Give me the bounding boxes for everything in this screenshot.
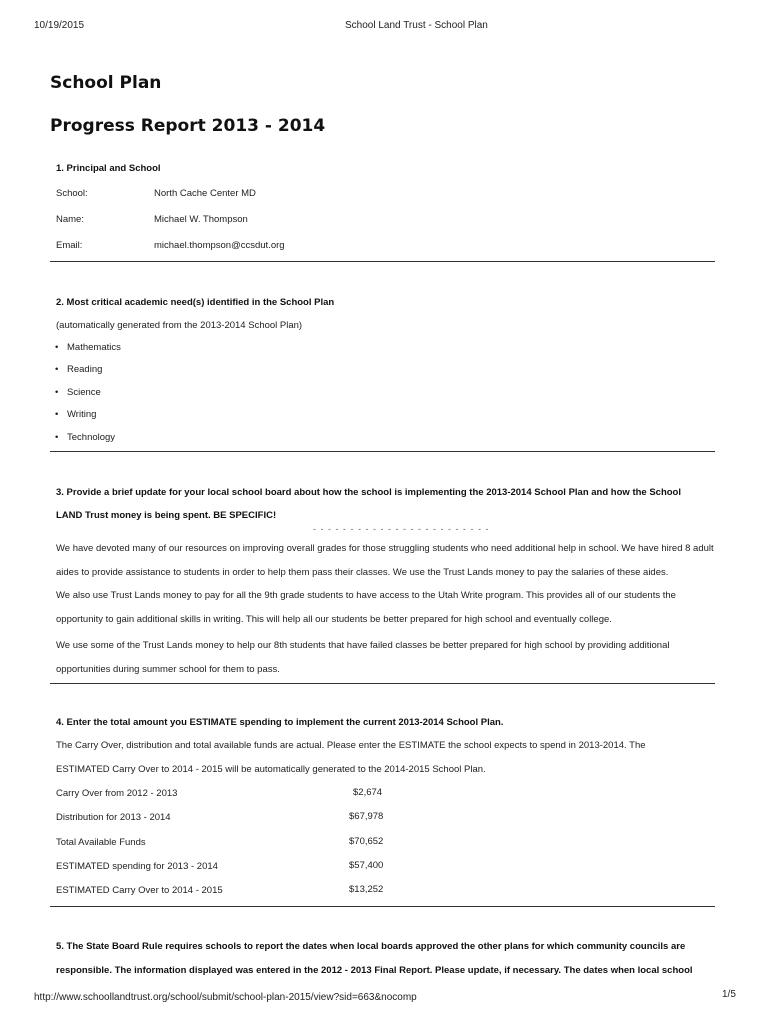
update-line: We use some of the Trust Lands money to help our 8th students that have failed classes be better prepared for high school by providing additional [56, 640, 670, 651]
update-line: aides to provide assistance to students in order to help them pass their classes. We use the Trust Lands money to pay the salaries of these aides. [56, 567, 669, 578]
bullet-icon: • [55, 364, 59, 375]
budget-row-value: $67,978 [349, 811, 384, 822]
budget-row-label: Carry Over from 2012 - 2013 [56, 788, 178, 799]
budget-row-value: $2,674 [353, 787, 383, 798]
section-2-heading: 2. Most critical academic need(s) identified in the School Plan [56, 297, 335, 308]
school-label: School: [56, 188, 88, 199]
email-label: Email: [56, 240, 83, 251]
email-value: michael.thompson@ccsdut.org [154, 240, 285, 251]
section-3-heading-line-1: 3. Provide a brief update for your local school board about how the school is implementing the 2013-2014 School Plan and how the School [56, 487, 681, 498]
need-item: Science [67, 387, 101, 398]
budget-row-value: $13,252 [349, 884, 384, 895]
update-line: We also use Trust Lands money to pay for all the 9th grade students to have access to the Utah Write program. This provides all of our students the [56, 590, 676, 601]
section-divider [50, 261, 715, 262]
print-date: 10/19/2015 [34, 20, 85, 31]
section-4-heading: 4. Enter the total amount you ESTIMATE spending to implement the current 2013-2014 School Plan. [56, 717, 504, 728]
section-3-heading-line-2: LAND Trust money is being spent. BE SPECIFIC! [56, 510, 277, 521]
budget-row-label: ESTIMATED Carry Over to 2014 - 2015 [56, 885, 223, 896]
need-item: Technology [67, 432, 116, 443]
print-url: http://www.schoollandtrust.org/school/submit/school-plan-2015/view?sid=663&nocomp [34, 992, 417, 1003]
section-4-intro-line-1: The Carry Over, distribution and total available funds are actual. Please enter the ESTIMATE the school expects to spend in 2013-2014. The [56, 740, 646, 751]
update-line: We have devoted many of our resources on improving overall grades for those struggling students who need additional help in school. We have hired 8 adult [56, 543, 714, 554]
section-divider [50, 906, 715, 907]
budget-row-label: Distribution for 2013 - 2014 [56, 812, 171, 823]
page-title: School Plan [50, 73, 162, 93]
name-label: Name: [56, 214, 84, 225]
bullet-icon: • [55, 409, 59, 420]
section-5-heading-line-1: 5. The State Board Rule requires schools to report the dates when local boards approved the other plans for which community councils are [56, 941, 686, 952]
bullet-icon: • [55, 342, 59, 353]
need-item: Reading [67, 364, 103, 375]
bullet-icon: • [55, 387, 59, 398]
section-1-heading: 1. Principal and School [56, 163, 161, 174]
need-item: Writing [67, 409, 97, 420]
budget-row-value: $70,652 [349, 836, 384, 847]
print-title: School Land Trust - School Plan [345, 20, 488, 31]
update-line: opportunity to gain additional skills in writing. This will help all our students be better prepared for high school and eventually college. [56, 614, 612, 625]
update-line: opportunities during summer school for them to pass. [56, 664, 280, 675]
dashed-divider: - - - - - - - - - - - - - - - - - - - - - - - - [313, 524, 490, 534]
section-2-note: (automatically generated from the 2013-2014 School Plan) [56, 320, 303, 331]
section-5-heading-line-2: responsible. The information displayed was entered in the 2012 - 2013 Final Report. Please update, if necessary. The dates when local school [56, 965, 693, 976]
page-subtitle: Progress Report 2013 - 2014 [50, 116, 326, 136]
school-value: North Cache Center MD [154, 188, 256, 199]
bullet-icon: • [55, 432, 59, 443]
budget-row-label: Total Available Funds [56, 837, 146, 848]
section-divider [50, 451, 715, 452]
need-item: Mathematics [67, 342, 121, 353]
section-4-intro-line-2: ESTIMATED Carry Over to 2014 - 2015 will be automatically generated to the 2014-2015 School Plan. [56, 764, 486, 775]
name-value: Michael W. Thompson [154, 214, 248, 225]
page-number: 1/5 [722, 989, 736, 1000]
section-divider [50, 683, 715, 684]
budget-row-label: ESTIMATED spending for 2013 - 2014 [56, 861, 218, 872]
budget-row-value: $57,400 [349, 860, 384, 871]
